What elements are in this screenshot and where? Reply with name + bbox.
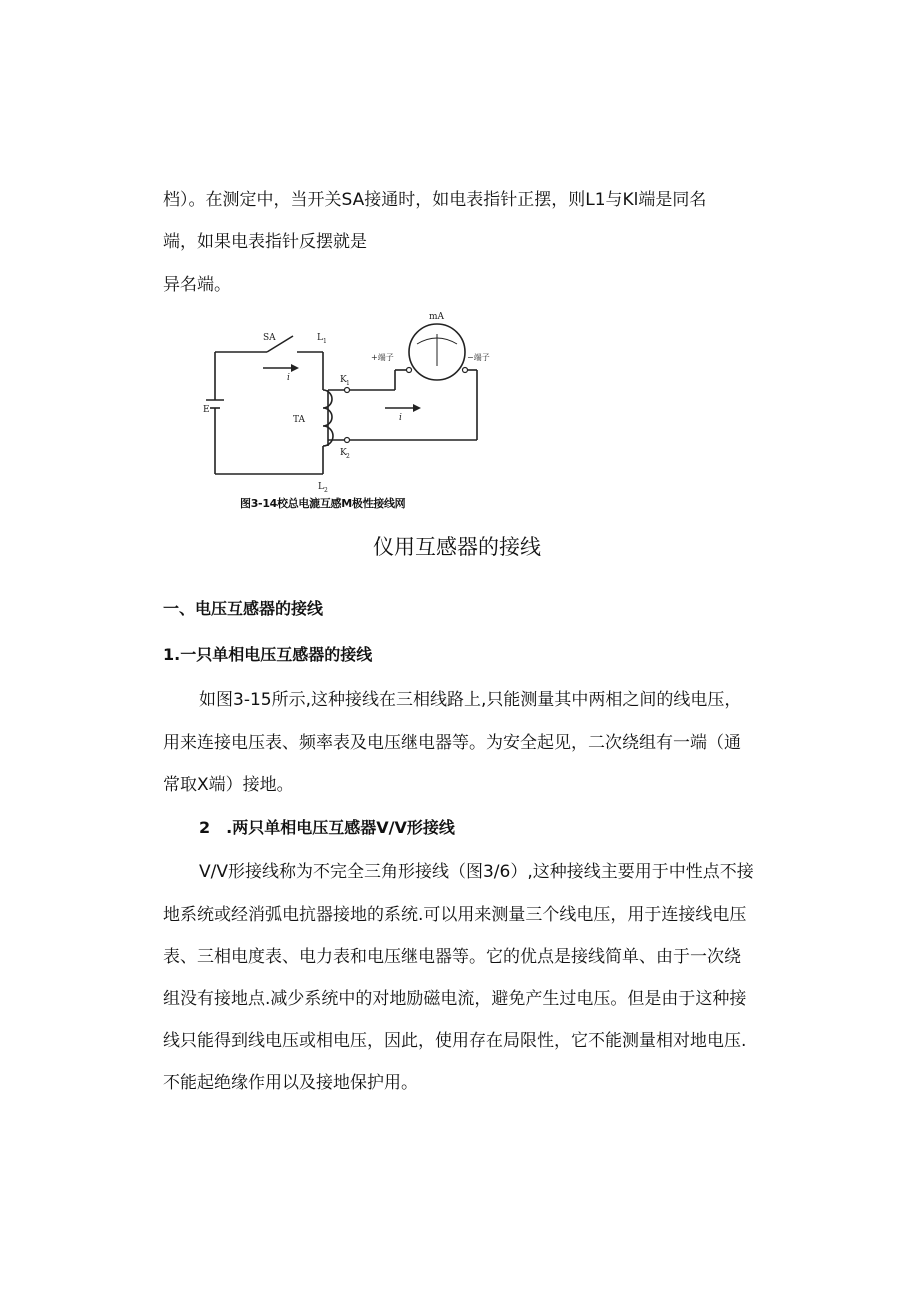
label-k1: K (340, 375, 347, 385)
label-l1-sub: 1 (323, 338, 327, 345)
label-e: E (203, 405, 210, 415)
label-l1: L (317, 333, 323, 343)
label-k2-sub: 2 (346, 453, 350, 460)
para2-line-6: 不能起绝缘作用以及接地保护用。 (163, 1073, 418, 1093)
label-minus-terminal: −端子 (467, 353, 490, 362)
subsection-title-1: 1.一只单相电压互感器的接线 (163, 645, 373, 664)
label-ma: mA (429, 312, 445, 322)
intro-line-2: 端，如果电表指针反摆就是 (163, 232, 367, 252)
para2-line-3: 表、三相电度表、电力表和电压继电器等。它的优点是接线简单、由于一次绕 (163, 947, 741, 967)
circuit-diagram (195, 300, 495, 500)
label-current-primary: i (287, 373, 290, 383)
intro-line-1: 档）。在测定中，当开关SA接通时，如电表指针正摆，则L1与Kl端是同名 (163, 190, 707, 210)
para2-line-2: 地系统或经消弧电抗器接地的系统.可以用来测量三个线电压，用于连接线电压 (163, 905, 747, 925)
para2-line-4: 组没有接地点.减少系统中的对地励磁电流，避免产生过电压。但是由于这种接 (163, 989, 747, 1009)
para2-line-5: 线只能得到线电压或相电压，因此，使用存在局限性，它不能测量相对地电压. (163, 1031, 747, 1051)
page-heading: 仪用互感器的接线 (373, 535, 541, 559)
figure-caption: 图3-14校总电漉互感M极性接线网 (240, 497, 406, 510)
label-ta: TA (293, 415, 306, 425)
subsection-title-2: 2 .两只单相电压互感器V/V形接线 (199, 818, 455, 837)
section-title-voltage-transformer: 一、电压互感器的接线 (163, 599, 324, 618)
label-l2-sub: 2 (324, 487, 328, 494)
intro-line-3: 异名端。 (163, 275, 231, 295)
label-k1-sub: 1 (346, 380, 350, 387)
para2-line-1: V/V形接线称为不完全三角形接线（图3/6）,这种接线主要用于中性点不接 (199, 862, 754, 882)
para1-line-3: 常取X端）接地。 (163, 775, 294, 795)
para1-line-2: 用来连接电压表、频率表及电压继电器等。为安全起见，二次绕组有一端（通 (163, 733, 741, 753)
label-sa: SA (263, 333, 276, 343)
label-plus-terminal: +端子 (371, 353, 394, 362)
label-k2: K (340, 448, 347, 458)
label-current-secondary: i (399, 413, 402, 423)
label-l2: L (318, 482, 324, 492)
para1-line-1: 如图3-15所示,这种接线在三相线路上,只能测量其中两相之间的线电压， (199, 690, 742, 710)
